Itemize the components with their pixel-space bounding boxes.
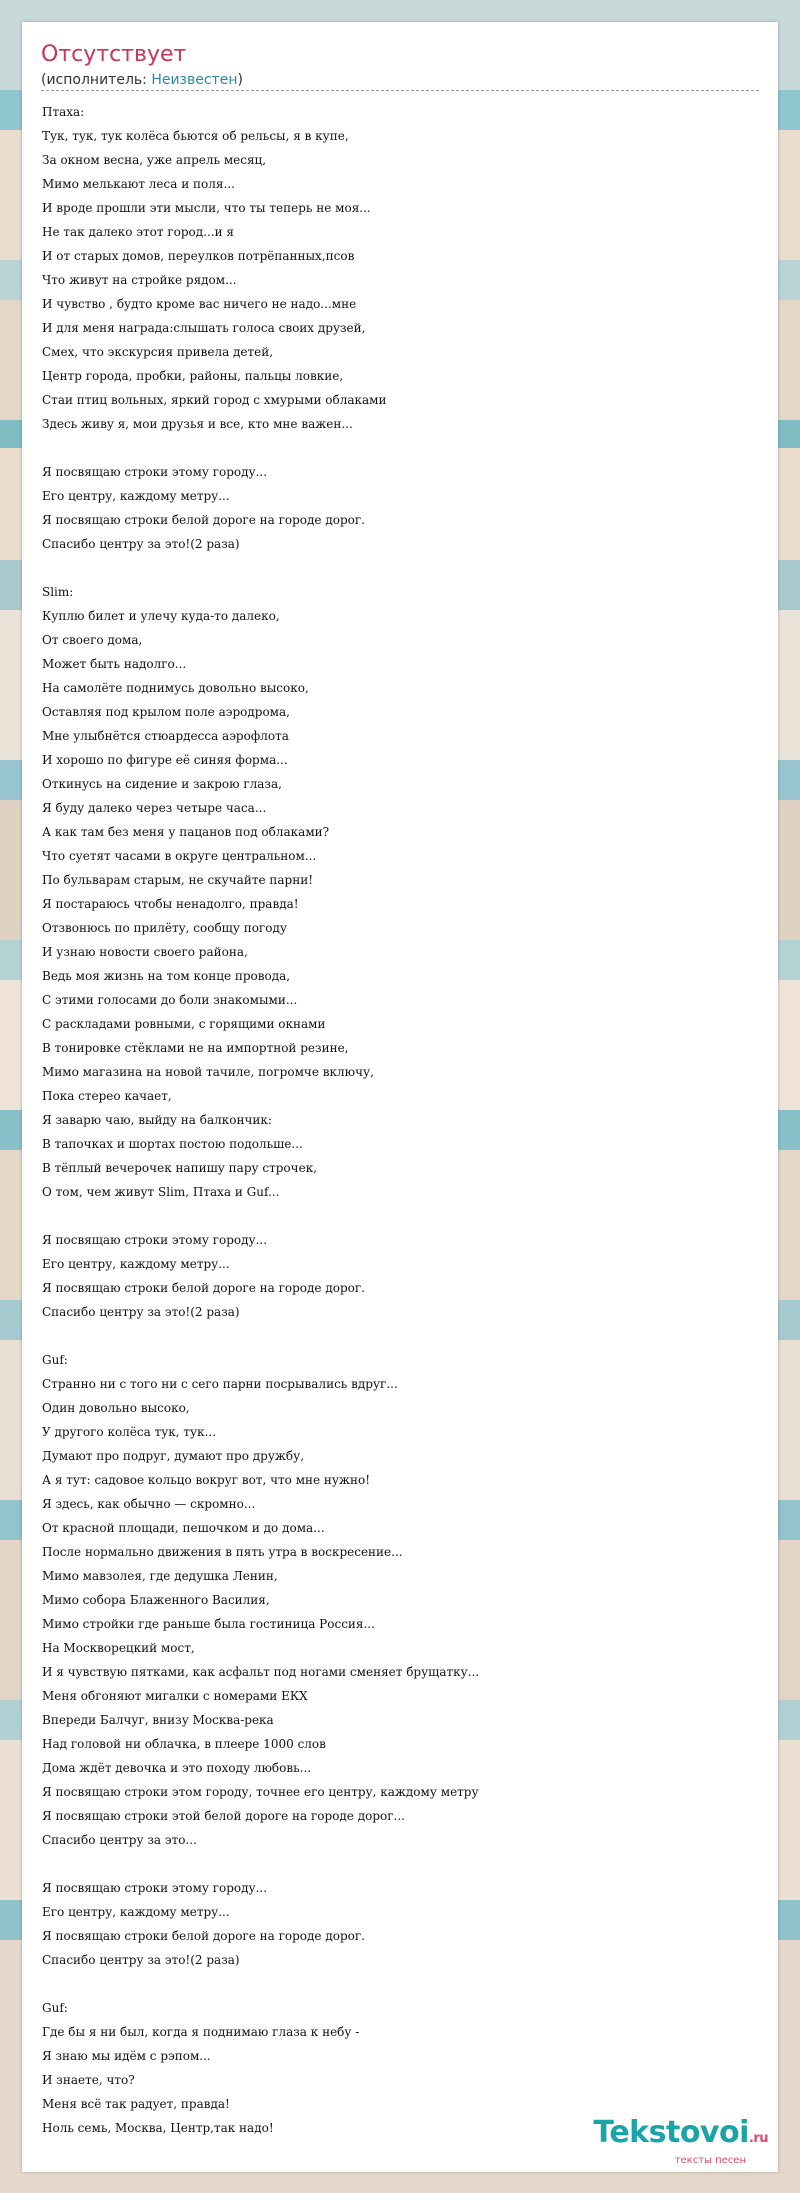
lyric-line: Я здесь, как обычно — скромно... [42, 1497, 256, 1511]
lyric-line: Один довольно высоко, [42, 1401, 190, 1415]
lyric-blank-line [42, 1852, 772, 1876]
lyric-line: За окном весна, уже апрель месяц, [42, 153, 267, 167]
lyric-line: И знаете, что? [42, 2073, 135, 2087]
lyrics-text [42, 100, 772, 2140]
artist-line [41, 71, 759, 91]
lyric-line: Я посвящаю строки этому городу... [42, 465, 268, 479]
lyric-line: В тапочках и шортах постою подольше... [42, 1137, 303, 1151]
lyric-blank-line [42, 556, 772, 580]
lyric-blank-line [42, 1972, 772, 1996]
lyric-line: И для меня награда:слышать голоса своих друзей, [42, 321, 366, 335]
lyric-line: И чувство , будто кроме вас ничего не надо...мне [42, 297, 357, 311]
lyric-line: И от старых домов, переулков потрёпанных,псов [42, 249, 355, 263]
lyric-line: А я тут: садовое кольцо вокруг вот, что мне нужно! [42, 1473, 371, 1487]
lyric-line: И узнаю новости своего района, [42, 945, 248, 959]
lyric-line: Я постараюсь чтобы ненадолго, правда! [42, 897, 299, 911]
lyric-line: На самолёте поднимусь довольно высоко, [42, 681, 309, 695]
lyric-line: Я буду далеко через четыре часа... [42, 801, 267, 815]
lyric-line: От красной площади, пешочком и до дома... [42, 1521, 325, 1535]
lyric-line: Спасибо центру за это!(2 раза) [42, 1953, 240, 1967]
logo-tld: .ru [748, 2131, 768, 2146]
lyric-line: Странно ни с того ни с сего парни посрывались вдруг... [42, 1377, 398, 1391]
logo-name: Tekstovoi [593, 2115, 749, 2150]
lyric-line: Мимо мелькают леса и поля... [42, 177, 235, 191]
lyric-line: Стаи птиц вольных, яркий город с хмурыми облаками [42, 393, 387, 407]
lyric-line: Мимо стройки где раньше была гостиница Россия... [42, 1617, 375, 1631]
lyric-line: Ведь моя жизнь на том конце провода, [42, 969, 291, 983]
lyric-line: Впереди Балчуг, внизу Москва-река [42, 1713, 274, 1727]
lyric-line: Отзвонюсь по прилёту, сообщу погоду [42, 921, 287, 935]
lyric-line: Куплю билет и улечу куда-то далеко, [42, 609, 280, 623]
lyric-line: Я заварю чаю, выйду на балкончик: [42, 1113, 272, 1127]
lyric-line: И хорошо по фигуре её синяя форма... [42, 753, 288, 767]
lyric-line: Пока стерео качает, [42, 1089, 172, 1103]
lyric-line: Не так далеко этот город...и я [42, 225, 234, 239]
lyric-line: Спасибо центру за это!(2 раза) [42, 1305, 240, 1319]
lyric-line: После нормально движения в пять утра в воскресение... [42, 1545, 403, 1559]
lyric-line: Над головой ни облачка, в плеере 1000 слов [42, 1737, 326, 1751]
lyric-line: По бульварам старым, не скучайте парни! [42, 873, 314, 887]
artist-prefix: (исполнитель: [41, 72, 152, 88]
lyric-line: О том, чем живут Slim, Птаха и Guf... [42, 1185, 280, 1199]
lyric-line: Я посвящаю строки белой дороге на городе дорог. [42, 513, 365, 527]
lyric-line: Мне улыбнётся стюардесса аэрофлота [42, 729, 289, 743]
lyric-line: Я посвящаю строки белой дороге на городе дорог. [42, 1929, 365, 1943]
lyric-line: Меня всё так радует, правда! [42, 2097, 230, 2111]
lyric-line: В тёплый вечерочек напишу пару строчек, [42, 1161, 318, 1175]
lyric-line: И я чувствую пятками, как асфальт под ногами сменяет брущатку... [42, 1665, 480, 1679]
lyric-line: Guf: [42, 1353, 68, 1367]
lyric-line: Я посвящаю строки белой дороге на городе дорог. [42, 1281, 365, 1295]
lyric-line: Что суетят часами в округе центральном... [42, 849, 317, 863]
lyric-line: Ноль семь, Москва, Центр,так надо! [42, 2121, 274, 2135]
lyric-line: От своего дома, [42, 633, 143, 647]
lyric-line: Его центру, каждому метру... [42, 1257, 230, 1271]
lyric-line: Его центру, каждому метру... [42, 489, 230, 503]
lyric-line: Здесь живу я, мои друзья и все, кто мне важен... [42, 417, 353, 431]
lyric-line: Спасибо центру за это!(2 раза) [42, 537, 240, 551]
artist-link[interactable]: Неизвестен [151, 72, 238, 88]
logo-tagline: тексты песен [674, 2155, 746, 2166]
lyric-line: Что живут на стройке рядом... [42, 273, 237, 287]
lyric-line: Мимо собора Блаженного Василия, [42, 1593, 270, 1607]
lyric-line: Смех, что экскурсия привела детей, [42, 345, 274, 359]
lyric-line: И вроде прошли эти мысли, что ты теперь не моя... [42, 201, 371, 215]
site-logo[interactable] [593, 2117, 768, 2166]
lyric-line: Slim: [42, 585, 74, 599]
lyric-line: Птаха: [42, 105, 85, 119]
lyric-line: Я посвящаю строки этом городу, точнее его центру, каждому метру [42, 1785, 479, 1799]
lyric-blank-line [42, 1324, 772, 1348]
lyric-line: Guf: [42, 2001, 68, 2015]
lyrics-card [22, 22, 778, 2172]
lyric-line: Думают про подруг, думают про дружбу, [42, 1449, 305, 1463]
lyric-line: Мимо мавзолея, где дедушка Ленин, [42, 1569, 278, 1583]
lyric-line: Дома ждёт девочка и это походу любовь... [42, 1761, 312, 1775]
lyric-line: На Москворецкий мост, [42, 1641, 195, 1655]
lyric-line: У другого колёса тук, тук... [42, 1425, 217, 1439]
lyric-line: С раскладами ровными, с горящими окнами [42, 1017, 326, 1031]
lyric-line: Я посвящаю строки этой белой дороге на городе дорог... [42, 1809, 405, 1823]
lyric-line: Где бы я ни был, когда я поднимаю глаза к небу - [42, 2025, 360, 2039]
logo-wordmark [593, 2117, 768, 2155]
lyric-line: Его центру, каждому метру... [42, 1905, 230, 1919]
lyric-line: Спасибо центру за это... [42, 1833, 197, 1847]
lyric-line: Откинусь на сидение и закрою глаза, [42, 777, 282, 791]
lyric-line: Я посвящаю строки этому городу... [42, 1881, 268, 1895]
lyric-blank-line [42, 436, 772, 460]
song-title: Отсутствует [41, 42, 187, 67]
lyric-blank-line [42, 1204, 772, 1228]
lyric-line: Центр города, пробки, районы, пальцы ловкие, [42, 369, 344, 383]
lyric-line: А как там без меня у пацанов под облаками? [42, 825, 330, 839]
lyric-line: В тонировке стёклами не на импортной резине, [42, 1041, 349, 1055]
lyric-line: С этими голосами до боли знакомыми... [42, 993, 298, 1007]
artist-suffix: ) [237, 72, 243, 88]
lyric-line: Тук, тук, тук колёса бьются об рельсы, я в купе, [42, 129, 349, 143]
lyric-line: Может быть надолго... [42, 657, 187, 671]
lyric-line: Меня обгоняют мигалки с номерами ЕКХ [42, 1689, 308, 1703]
lyric-line: Я знаю мы идём с рэпом... [42, 2049, 211, 2063]
lyric-line: Оставляя под крылом поле аэродрома, [42, 705, 290, 719]
lyric-line: Я посвящаю строки этому городу... [42, 1233, 268, 1247]
lyric-line: Мимо магазина на новой тачиле, погромче включу, [42, 1065, 374, 1079]
